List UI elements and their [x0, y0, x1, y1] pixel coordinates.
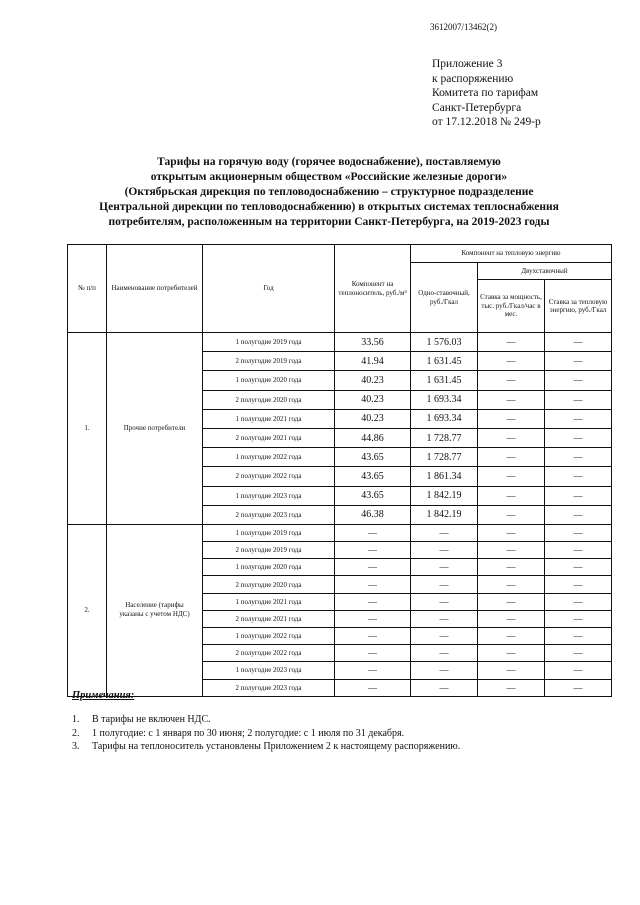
capacity-rate-cell: — — [478, 628, 545, 645]
period-cell: 1 полугодие 2023 года — [203, 662, 335, 679]
header-capacity-rate: Ставка за мощность, тыс. руб./Гкал/час в мес. — [478, 280, 545, 333]
group-number: 2. — [68, 524, 107, 696]
energy-rate-cell: — — [545, 524, 612, 541]
single-rate-cell: — — [411, 628, 478, 645]
carrier-cell: 43.65 — [335, 486, 411, 505]
energy-rate-cell: — — [545, 333, 612, 352]
carrier-cell: — — [335, 593, 411, 610]
title-line: открытым акционерным обществом «Российские железные дороги» — [150, 171, 508, 183]
single-rate-cell: — — [411, 662, 478, 679]
capacity-rate-cell: — — [478, 505, 545, 524]
single-rate-cell: 1 693.34 — [411, 409, 478, 428]
note-text: 1 полугодие: с 1 января по 30 июня; 2 полугодие: с 1 июля по 31 декабря. — [92, 727, 405, 739]
energy-rate-cell: — — [545, 662, 612, 679]
note-number: 1. — [72, 714, 80, 725]
period-cell: 2 полугодие 2019 года — [203, 352, 335, 371]
single-rate-cell: 1 631.45 — [411, 371, 478, 390]
approval-line: к распоряжению — [432, 72, 514, 85]
energy-rate-cell: — — [545, 467, 612, 486]
period-cell: 2 полугодие 2020 года — [203, 390, 335, 409]
period-cell: 1 полугодие 2020 года — [203, 559, 335, 576]
capacity-rate-cell: — — [478, 390, 545, 409]
note-number: 2. — [72, 727, 80, 739]
single-rate-cell: 1 576.03 — [411, 333, 478, 352]
header-energy-rate: Ставка за тепловую энергию, руб./Гкал — [545, 280, 612, 333]
single-rate-cell: 1 861.34 — [411, 467, 478, 486]
carrier-cell: — — [335, 559, 411, 576]
capacity-rate-cell: — — [478, 371, 545, 390]
energy-rate-cell: — — [545, 610, 612, 627]
capacity-rate-cell: — — [478, 576, 545, 593]
carrier-cell: 33.56 — [335, 333, 411, 352]
capacity-rate-cell: — — [478, 428, 545, 447]
approval-line: Приложение 3 — [432, 58, 503, 70]
table-row — [68, 333, 612, 352]
capacity-rate-cell: — — [478, 333, 545, 352]
carrier-cell: — — [335, 542, 411, 559]
capacity-rate-cell: — — [478, 593, 545, 610]
capacity-rate-cell: — — [478, 486, 545, 505]
period-cell: 2 полугодие 2020 года — [203, 576, 335, 593]
single-rate-cell: 1 693.34 — [411, 390, 478, 409]
single-rate-cell: — — [411, 559, 478, 576]
carrier-cell: 40.23 — [335, 371, 411, 390]
note-item — [72, 713, 460, 727]
single-rate-cell: — — [411, 524, 478, 541]
energy-rate-cell: — — [545, 593, 612, 610]
energy-rate-cell: — — [545, 448, 612, 467]
note-item — [72, 727, 460, 741]
title-line: Центральной дирекции по тепловодоснабжению) в открытых системах теплоснабжения — [99, 201, 559, 213]
energy-rate-cell: — — [545, 428, 612, 447]
period-cell: 2 полугодие 2021 года — [203, 610, 335, 627]
tariffs-table — [67, 244, 612, 697]
document-number: 3612007/13462(2) — [430, 22, 497, 32]
approval-line: от 17.12.2018 № 249-р — [432, 116, 541, 128]
energy-rate-cell: — — [545, 679, 612, 696]
period-cell: 2 полугодие 2023 года — [203, 505, 335, 524]
title-line: (Октябрьская дирекция по тепловодоснабжению – структурное подразделение — [124, 186, 534, 198]
group-consumer: Прочие потребители — [107, 333, 203, 525]
carrier-cell: 43.65 — [335, 448, 411, 467]
approval-line: Санкт-Петербурга — [432, 101, 522, 114]
energy-rate-cell: — — [545, 645, 612, 662]
period-cell: 1 полугодие 2020 года — [203, 371, 335, 390]
carrier-cell: — — [335, 610, 411, 627]
carrier-cell: 43.65 — [335, 467, 411, 486]
carrier-cell: 44.86 — [335, 428, 411, 447]
carrier-cell: 40.23 — [335, 390, 411, 409]
energy-rate-cell: — — [545, 505, 612, 524]
period-cell: 2 полугодие 2022 года — [203, 645, 335, 662]
single-rate-cell: 1 842.19 — [411, 505, 478, 524]
period-cell: 1 полугодие 2022 года — [203, 628, 335, 645]
header-two-part: Двухставочный — [478, 263, 612, 280]
single-rate-cell: — — [411, 593, 478, 610]
carrier-cell: 41.94 — [335, 352, 411, 371]
capacity-rate-cell: — — [478, 352, 545, 371]
energy-rate-cell: — — [545, 390, 612, 409]
single-rate-cell: — — [411, 645, 478, 662]
capacity-rate-cell: — — [478, 610, 545, 627]
energy-rate-cell: — — [545, 628, 612, 645]
single-rate-cell: — — [411, 679, 478, 696]
carrier-cell: — — [335, 628, 411, 645]
capacity-rate-cell: — — [478, 467, 545, 486]
note-text: В тарифы не включен НДС. — [92, 714, 211, 725]
header-year: Год — [203, 245, 335, 333]
energy-rate-cell: — — [545, 559, 612, 576]
capacity-rate-cell: — — [478, 542, 545, 559]
period-cell: 1 полугодие 2021 года — [203, 409, 335, 428]
single-rate-cell: — — [411, 610, 478, 627]
capacity-rate-cell: — — [478, 559, 545, 576]
header-consumer: Наименование потребителей — [107, 245, 203, 333]
note-text: Тарифы на теплоноситель установлены Приложением 2 к настоящему распоряжению. — [92, 741, 461, 752]
capacity-rate-cell: — — [478, 679, 545, 696]
energy-rate-cell: — — [545, 352, 612, 371]
carrier-cell: — — [335, 662, 411, 679]
notes-block — [72, 690, 460, 754]
period-cell: 1 полугодие 2019 года — [203, 524, 335, 541]
carrier-cell: — — [335, 524, 411, 541]
single-rate-cell: 1 631.45 — [411, 352, 478, 371]
energy-rate-cell: — — [545, 486, 612, 505]
carrier-cell: — — [335, 679, 411, 696]
header-num: № п/п — [68, 245, 107, 333]
carrier-cell: 46.38 — [335, 505, 411, 524]
title-line: потребителям, расположенным на территории Санкт-Петербурга, на 2019-2023 годы — [108, 216, 550, 228]
single-rate-cell: 1 728.77 — [411, 428, 478, 447]
energy-rate-cell: — — [545, 542, 612, 559]
table-row — [68, 524, 612, 541]
capacity-rate-cell: — — [478, 409, 545, 428]
single-rate-cell: — — [411, 542, 478, 559]
period-cell: 2 полугодие 2022 года — [203, 467, 335, 486]
group-consumer: Население (тарифы указаны с учетом НДС) — [107, 524, 203, 696]
single-rate-cell: 1 728.77 — [411, 448, 478, 467]
period-cell: 2 полугодие 2019 года — [203, 542, 335, 559]
note-number: 3. — [72, 741, 80, 752]
capacity-rate-cell: — — [478, 524, 545, 541]
header-energy: Компонент на тепловую энергию — [411, 245, 612, 263]
single-rate-cell: 1 842.19 — [411, 486, 478, 505]
energy-rate-cell: — — [545, 409, 612, 428]
document-title — [66, 155, 592, 230]
energy-rate-cell: — — [545, 371, 612, 390]
period-cell: 2 полугодие 2021 года — [203, 428, 335, 447]
header-single-rate: Одно-ставочный, руб./Гкал — [411, 263, 478, 333]
period-cell: 1 полугодие 2021 года — [203, 593, 335, 610]
carrier-cell: — — [335, 645, 411, 662]
notes-heading: Примечания: — [72, 690, 135, 701]
carrier-cell: 40.23 — [335, 409, 411, 428]
energy-rate-cell: — — [545, 576, 612, 593]
approval-block — [432, 57, 541, 130]
tariffs-body — [68, 333, 612, 697]
carrier-cell: — — [335, 576, 411, 593]
note-item — [72, 740, 460, 754]
period-cell: 1 полугодие 2022 года — [203, 448, 335, 467]
group-number: 1. — [68, 333, 107, 525]
capacity-rate-cell: — — [478, 662, 545, 679]
period-cell: 2 полугодие 2023 года — [203, 679, 335, 696]
period-cell: 1 полугодие 2023 года — [203, 486, 335, 505]
capacity-rate-cell: — — [478, 645, 545, 662]
title-line: Тарифы на горячую воду (горячее водоснабжение), поставляемую — [157, 156, 501, 168]
approval-line: Комитета по тарифам — [432, 87, 539, 99]
single-rate-cell: — — [411, 576, 478, 593]
period-cell: 1 полугодие 2019 года — [203, 333, 335, 352]
capacity-rate-cell: — — [478, 448, 545, 467]
header-carrier: Компонент на теплоноситель, руб./м³ — [335, 245, 411, 333]
